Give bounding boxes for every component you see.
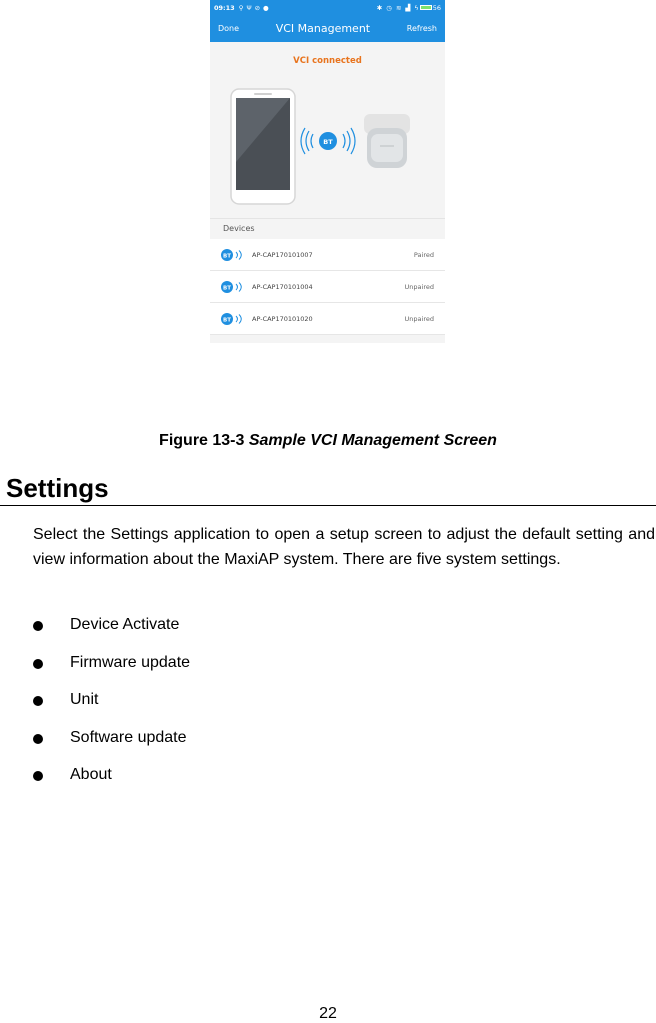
refresh-button[interactable]: Refresh — [406, 24, 437, 33]
status-bar — [210, 0, 445, 15]
device-row[interactable] — [210, 271, 445, 303]
device-name: AP-CAP170101020 — [252, 314, 313, 323]
charging-icon: ϟ — [414, 3, 419, 12]
bluetooth-icon: ✱ — [376, 3, 383, 12]
page-number: 22 — [319, 1005, 337, 1022]
battery-level: 56 — [432, 3, 441, 12]
bullet-icon — [33, 734, 43, 744]
device-name: AP-CAP170101007 — [252, 250, 313, 259]
list-item-label: Software update — [70, 728, 187, 746]
screen-title: VCI Management — [275, 22, 371, 35]
device-row[interactable] — [210, 239, 445, 271]
section-heading: Settings — [6, 473, 109, 503]
figure-number: Figure 13-3 — [159, 432, 249, 449]
device-row[interactable] — [210, 303, 445, 335]
settings-list — [33, 616, 190, 804]
list-item — [33, 766, 190, 804]
heading-divider — [0, 505, 656, 506]
device-name: AP-CAP170101004 — [252, 282, 313, 291]
figure-title: Sample VCI Management Screen — [248, 432, 497, 449]
wifi-icon: ≋ — [395, 3, 402, 12]
battery-icon — [420, 5, 432, 10]
notification-icons — [239, 4, 377, 12]
section-body: Select the Settings application to open a setup screen to adjust the default setting and view information about the MaxiAP system. There are five system settings. — [33, 526, 655, 568]
list-item — [33, 616, 190, 654]
usb-debug-icon: Ψ — [246, 3, 252, 12]
list-item-label: Device Activate — [70, 616, 180, 633]
list-item-label: About — [70, 766, 112, 783]
figure-caption — [0, 432, 656, 450]
bt-icon-label: BT — [223, 252, 231, 259]
device-list — [210, 239, 445, 335]
check-icon: ⊘ — [254, 3, 261, 12]
device-pair-state: Paired — [413, 250, 434, 259]
list-item-label: Firmware update — [70, 653, 191, 671]
vci-management-screenshot — [210, 0, 445, 343]
system-icons — [377, 4, 441, 12]
bullet-icon — [33, 696, 43, 706]
status-time: 09:13 — [214, 3, 235, 12]
bluetooth-device-icon — [220, 248, 246, 262]
list-item — [33, 691, 190, 729]
bullet-icon — [33, 621, 43, 631]
bt-badge-label: BT — [323, 138, 333, 146]
bluetooth-device-icon — [220, 280, 246, 294]
device-pair-state: Unpaired — [404, 282, 434, 291]
bt-icon-label: BT — [223, 284, 231, 291]
list-item — [33, 729, 190, 767]
bullet-icon — [33, 659, 43, 669]
signal-icon: ▟ — [405, 3, 411, 12]
bluetooth-device-icon — [220, 312, 246, 326]
vci-status-text: VCI connected — [293, 56, 362, 66]
alarm-icon: ◷ — [386, 3, 392, 12]
connection-illustration — [210, 42, 445, 218]
phone-illustration-icon — [231, 89, 295, 204]
vci-dongle-icon — [364, 114, 410, 168]
device-pair-state: Unpaired — [404, 314, 434, 323]
app-navbar — [210, 15, 445, 42]
chat-icon: ● — [263, 3, 269, 12]
done-button[interactable]: Done — [218, 24, 240, 33]
bt-icon-label: BT — [223, 316, 231, 323]
list-item — [33, 654, 190, 692]
bullet-icon — [33, 771, 43, 781]
battery-indicator — [414, 4, 441, 12]
list-item-label: Unit — [70, 691, 99, 708]
devices-section-label: Devices — [210, 218, 445, 239]
usb-icon: ⚲ — [238, 3, 244, 12]
